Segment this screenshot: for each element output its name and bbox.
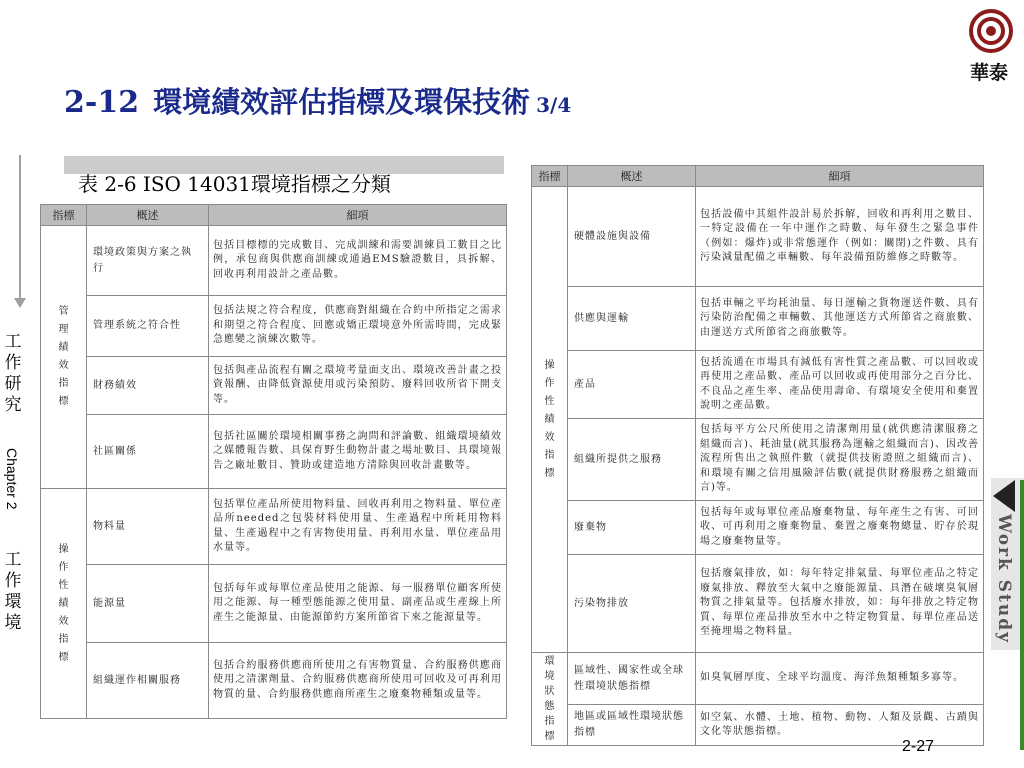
overview-cell: 組織所提供之服務 bbox=[568, 419, 696, 501]
table-row bbox=[41, 296, 507, 357]
indicator-table-right bbox=[531, 165, 984, 746]
details-cell: 如臭氧層厚度、全球平均溫度、海洋魚類種類多寡等。 bbox=[696, 653, 984, 705]
details-cell: 包括每年或每單位產品使用之能源、每一服務單位顧客所使用之能源、每一種型態能源之使用量、副產品或生產線上所產生之能源量、由能源節約方案所節省下來之能源量等。 bbox=[209, 565, 507, 643]
details-cell: 如空氣、水體、土地、植物、動物、人類及景觀、古蹟與文化等狀態指標。 bbox=[696, 705, 984, 746]
concentric-circle-logo-icon bbox=[968, 8, 1014, 54]
table-row bbox=[532, 419, 984, 501]
details-cell: 包括單位產品所使用物料量、回收再利用之物料量、單位產品所needed之包裝材料使用量、生產過程中所耗用物料量、生產過程中之有害物使用量、再利用水量、單位產品用水量等。 bbox=[209, 489, 507, 565]
category-cell bbox=[41, 226, 87, 489]
table-row bbox=[41, 643, 507, 719]
table-header-row bbox=[532, 166, 984, 187]
column-header-overview: 概述 bbox=[87, 205, 209, 226]
table-row bbox=[532, 555, 984, 653]
chapter-label: Chapter 2 bbox=[4, 448, 20, 510]
details-cell: 包括社區關於環境相關事務之詢問和評論數、組織環境績效之媒體報告數、具保育野生動物計畫之場址數目、具環境報告之廠址數目、贊助或建造地方清除與回收計畫數等。 bbox=[209, 415, 507, 489]
overview-cell: 環境政策與方案之執行 bbox=[87, 226, 209, 296]
table-row bbox=[532, 287, 984, 351]
table-row bbox=[41, 357, 507, 415]
category-cell bbox=[532, 653, 568, 746]
table-row bbox=[41, 565, 507, 643]
column-header-indicator: 指標 bbox=[41, 205, 87, 226]
overview-cell: 社區關係 bbox=[87, 415, 209, 489]
overview-cell: 產品 bbox=[568, 351, 696, 419]
category-label: 環境狀態指標 bbox=[544, 656, 555, 742]
table-row bbox=[532, 653, 984, 705]
publisher-logo bbox=[968, 8, 1014, 84]
slide-title bbox=[64, 80, 571, 121]
overview-cell: 物料量 bbox=[87, 489, 209, 565]
category-label: 管理績效指標 bbox=[58, 306, 69, 407]
details-cell: 包括與產品流程有關之環境考量面支出、環境改善計畫之投資報酬、由降低資源使用或污染預防、廢料回收所省下開支等。 bbox=[209, 357, 507, 415]
column-header-details: 細項 bbox=[696, 166, 984, 187]
table-row bbox=[532, 501, 984, 555]
category-cell bbox=[41, 489, 87, 719]
table-row bbox=[532, 351, 984, 419]
details-cell: 包括流通在市場具有減低有害性質之產品數、可以回收或再使用之產品數、產品可以回收或再使用部分之百分比、不良品之產生率、產品使用壽命、有環境安全使用和棄置說明之產品數。 bbox=[696, 351, 984, 419]
category-cell bbox=[532, 187, 568, 653]
details-cell: 包括目標標的完成數目、完成訓練和需要訓練員工數目之比例，承包商與供應商訓練或通過EMS驗證數目，具拆解、回收再利用設計之產品數。 bbox=[209, 226, 507, 296]
work-study-label: Work Study bbox=[994, 514, 1014, 644]
details-cell: 包括合約服務供應商所使用之有害物質量、合約服務供應商使用之清潔劑量、合約服務供應商所使用可回收及可再利用物質的量、合約服務供應商所產生之廢棄物種類或量等。 bbox=[209, 643, 507, 719]
indicator-table-left bbox=[40, 204, 507, 719]
table-row bbox=[41, 415, 507, 489]
category-label: 操作性績效指標 bbox=[58, 543, 69, 663]
overview-cell: 供應與運輸 bbox=[568, 287, 696, 351]
overview-cell: 地區或區域性環境狀態指標 bbox=[568, 705, 696, 746]
side-label-work-environment: 工 作 環 境 bbox=[4, 550, 22, 633]
overview-cell: 管理系統之符合性 bbox=[87, 296, 209, 357]
overview-cell: 組織運作相關服務 bbox=[87, 643, 209, 719]
details-cell: 包括車輛之平均耗油量、每日運輸之貨物運送件數、具有污染防治配備之車輛數、其他運送方式所節省之商旅數、由運送方式所節省之商旅數等。 bbox=[696, 287, 984, 351]
title-page-fraction: 3/4 bbox=[536, 93, 572, 117]
overview-cell: 廢棄物 bbox=[568, 501, 696, 555]
table-row bbox=[41, 226, 507, 296]
column-header-overview: 概述 bbox=[568, 166, 696, 187]
details-cell: 包括設備中其組件設計易於拆解，回收和再利用之數目、一特定設備在一年中運作之時數、每年發生之緊急事件（例如：爆炸)或非常態運作（例如：關閉)之件數、具有污染減量配備之車輛數、每年設備預防維修之時數等。 bbox=[696, 187, 984, 287]
down-arrow-icon bbox=[14, 298, 26, 308]
table-header-row bbox=[41, 205, 507, 226]
column-header-indicator: 指標 bbox=[532, 166, 568, 187]
overview-cell: 能源量 bbox=[87, 565, 209, 643]
details-cell: 包括每平方公尺所使用之清潔劑用量(就供應清潔服務之組織而言)、耗油量(就其服務為運輸之組織而言)、因改善流程所售出之執照件數（就提供技術證照之組織而言)、和環境有關之信用風險評估數(就提供財務服務之組織而言)等。 bbox=[696, 419, 984, 501]
title-number: 2-12 bbox=[64, 85, 140, 120]
table-caption: 表 2-6 ISO 14031環境指標之分類 bbox=[78, 172, 391, 196]
category-label: 操作性績效指標 bbox=[544, 359, 555, 479]
accent-strip bbox=[1020, 480, 1024, 750]
chevron-left-icon[interactable] bbox=[993, 480, 1015, 512]
details-cell: 包括每年或每單位產品廢棄物量、每年產生之有害、可回收、可再利用之廢棄物量、棄置之廢棄物總量、貯存於現場之廢棄物量等。 bbox=[696, 501, 984, 555]
side-divider-line bbox=[19, 155, 21, 305]
side-label-work-research: 工 作 研 究 bbox=[4, 332, 22, 415]
details-cell: 包括廢氣排放，如：每年特定排氣量、每單位產品之特定廢氣排放、釋放至大氣中之廢能源量、具潛在破壞臭氧層物質之排氣量等。包括廢水排放，如：每年排放之特定物質、每單位產品排放至水中之特定物質量、每單位產品送至掩埋場之物料量。 bbox=[696, 555, 984, 653]
details-cell: 包括法規之符合程度，供應商對組織在合約中所指定之需求和期望之符合程度、回應或矯正環境意外所需時間，完成緊急應變之演練次數等。 bbox=[209, 296, 507, 357]
title-text: 環境績效評估指標及環保技術 bbox=[153, 85, 531, 119]
page-number: 2-27 bbox=[902, 738, 935, 755]
logo-text: 華泰 bbox=[969, 62, 1008, 84]
overview-cell: 區域性、國家性或全球性環境狀態指標 bbox=[568, 653, 696, 705]
overview-cell: 硬體設施與設備 bbox=[568, 187, 696, 287]
column-header-details: 細項 bbox=[209, 205, 507, 226]
table-row bbox=[41, 489, 507, 565]
overview-cell: 財務績效 bbox=[87, 357, 209, 415]
table-row bbox=[532, 187, 984, 287]
overview-cell: 污染物排放 bbox=[568, 555, 696, 653]
